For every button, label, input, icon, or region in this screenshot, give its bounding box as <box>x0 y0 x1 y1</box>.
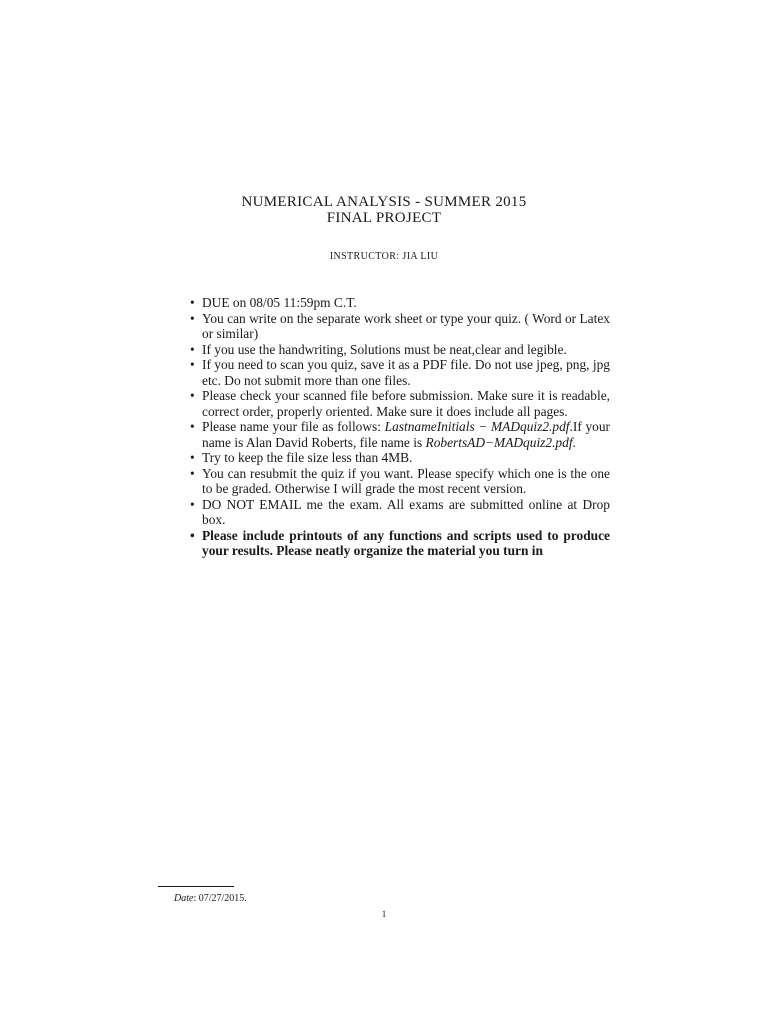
list-item-text: .If your name is Alan David Roberts, file name is <box>202 419 610 450</box>
footnote-date: : 07/27/2015. <box>193 893 247 904</box>
list-item-text: Please check your scanned file before submission. Make sure it is readable, correct order, properly oriented. Make sure it does include all pages. <box>202 388 610 419</box>
list-item <box>186 342 610 358</box>
bullet-icon: • <box>190 465 195 481</box>
instructions-list <box>186 295 610 559</box>
list-item-text: Try to keep the file size less than 4MB. <box>202 450 413 465</box>
list-item <box>186 419 610 450</box>
footnote-label: Date <box>174 893 194 904</box>
instructor-line: INSTRUCTOR: JIA LIU <box>329 251 439 262</box>
footnote-divider <box>158 886 234 887</box>
list-item <box>186 357 610 388</box>
list-item-text: DO NOT EMAIL me the exam. All exams are submitted online at Drop box. <box>202 496 610 527</box>
bullet-icon: • <box>190 295 195 310</box>
filename-pattern: LastnameInitials − MADquiz2.pdf <box>384 419 570 434</box>
list-item-text: You can write on the separate work sheet or type your quiz. ( Word or Latex or similar) <box>202 310 610 341</box>
list-item <box>186 497 610 528</box>
list-item-text: DUE on 08/05 11:59pm C.T. <box>202 295 357 310</box>
filename-example: RobertsAD−MADquiz2.pdf <box>425 434 573 450</box>
bullet-icon: • <box>190 419 195 434</box>
list-item <box>186 528 610 559</box>
bullet-icon: • <box>190 388 195 403</box>
list-item-text: If you use the handwriting, Solutions must be neat,clear and legible. <box>202 341 567 357</box>
list-item-text: Please name your file as follows: <box>202 419 385 434</box>
bullet-icon: • <box>190 357 195 372</box>
footnote <box>174 893 247 904</box>
list-item <box>186 450 610 466</box>
list-item <box>186 466 610 497</box>
bullet-icon: • <box>190 496 195 512</box>
list-item <box>186 295 610 311</box>
list-item-text: You can resubmit the quiz if you want. Please specify which one is the one to be graded. Otherwise I will grade the most recent version. <box>202 465 610 496</box>
list-item <box>186 311 610 342</box>
bullet-icon: • <box>190 450 195 465</box>
bullet-icon: • <box>190 341 195 357</box>
list-item-text: If you need to scan you quiz, save it as a PDF file. Do not use jpeg, png, jpg etc. Do not submit more than one files. <box>202 357 610 388</box>
list-item <box>186 388 610 419</box>
bullet-icon: • <box>190 310 195 326</box>
page-number: 1 <box>381 909 387 919</box>
list-item-text: . <box>572 434 576 450</box>
document-subtitle: FINAL PROJECT <box>326 210 442 226</box>
document-title: NUMERICAL ANALYSIS - SUMMER 2015 <box>241 194 527 210</box>
list-item-text: Please include printouts of any functions and scripts used to produce your results. Please neatly organize the material you turn in <box>202 527 610 558</box>
bullet-icon: • <box>190 527 195 543</box>
